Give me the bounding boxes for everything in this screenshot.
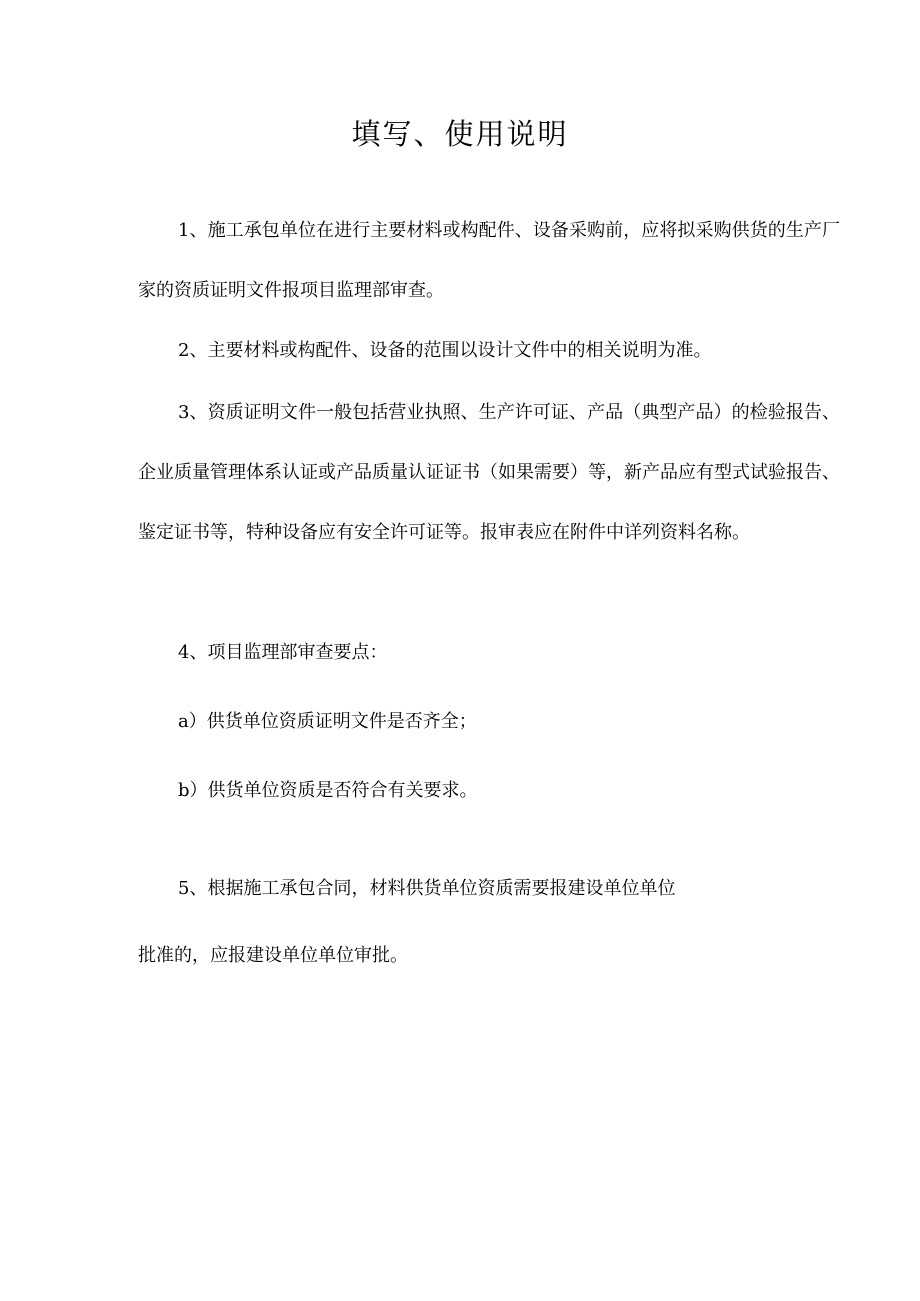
instruction-item-2: 2、主要材料或构配件、设备的范围以设计文件中的相关说明为准。	[178, 340, 712, 361]
instruction-item-5-line-2: 批准的，应报建设单位单位审批。	[138, 945, 408, 966]
instruction-item-1: 1、施工承包单位在进行主要材料或构配件、设备采购前，应将拟采购供货的生产厂家的资质证明文件报项目监理部审查。	[138, 220, 840, 301]
instruction-item-4: 4、项目监理部审查要点：	[178, 642, 388, 663]
review-point-a: a）供货单位资质证明文件是否齐全；	[178, 711, 477, 732]
instruction-item-5-line-1: 5、根据施工承包合同，材料供货单位资质需要报建设单位单位	[178, 878, 676, 899]
instruction-item-3: 3、资质证明文件一般包括营业执照、生产许可证、产品（典型产品）的检验报告、企业质量管理体系认证或产品质量认证证书（如果需要）等，新产品应有型式试验报告、鉴定证书等，特种设备应有安全许可证等。报审表应在附件中详列资料名称。	[138, 402, 840, 543]
document-title: 填写、使用说明	[351, 117, 569, 151]
review-point-b: b）供货单位资质是否符合有关要求。	[178, 780, 478, 801]
